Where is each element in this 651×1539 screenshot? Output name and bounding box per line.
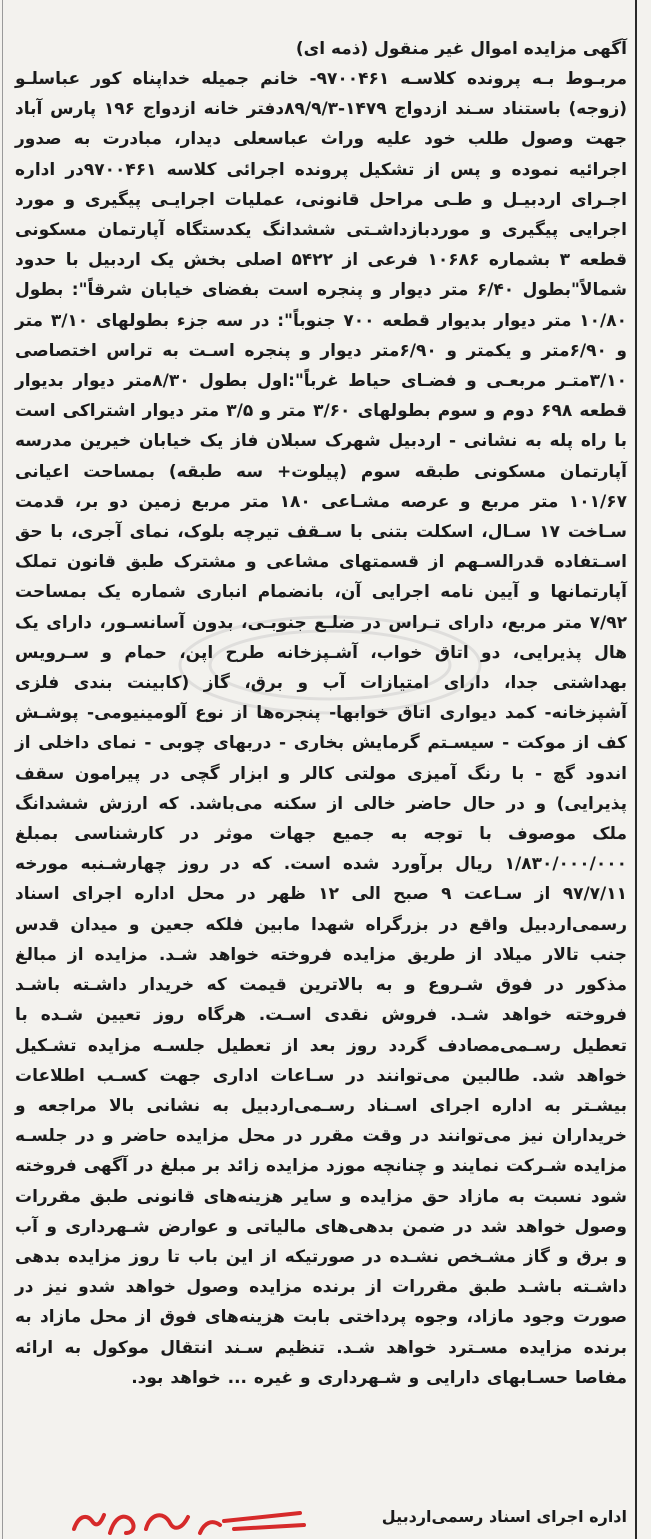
handwritten-ad-number-stamp <box>64 1499 314 1539</box>
column-rule <box>635 0 637 1539</box>
auction-notice <box>15 34 627 1393</box>
notice-body: مربـوط بـه پرونده کلاسـه ۹۷۰۰۴۶۱- خانم جمیله خداپناه کور عباسلـو (زوجه) باستناد سـند ازدواج ۱۴۷۹-۸۹/۹/۳دفتر خانه ازدواج ۱۹۶ پارس آباد جهت وصول طلب خود علیه وراث عباسعلی دیدار، مبادرت به صدور اجرائیه نموده و پس از تشکیل پرونده اجرائی کلاسه ۹۷۰۰۴۶۱در اداره اجـرای اردبیـل و طـی مراحل قانونی، عملیات اجرایـی پیگیری و مورد اجرایی پیگیری و موردبازداشـتی ششدانگ یکدستگاه آپارتمان مسکونی قطعه ۳ بشماره ۱۰۶۸۶ فرعی از ۵۴۲۲ اصلی بخش یک اردبیل با حدود شمالاً"بطول ۶/۴۰ متر دیوار و پنجره است بفضای خیابان شرقاً": بطول ۱۰/۸۰ متر دیوار بدیوار قطعه ۷۰۰ جنوباً": در سه جزء بطولهای ۳/۱۰ متر و ۶/۹۰متر و یکمتر و ۶/۹۰متر دیوار و پنجره اسـت به تراس اختصاصی ۳/۱۰متـر مربعـی و فضـای حیاط غرباً":اول بطول ۸/۳۰متر دیوار بدیوار قطعه ۶۹۸ دوم و سوم بطولهای ۳/۶۰ متر و ۳/۵ متر دیوار اشتراکی است با راه پله به نشانی - اردبیل شهرک سبلان فاز یک خیابان خیرین مدرسه آپارتمان مسکونی طبقه سوم (پیلوت+ سه طبقه) بمساحت اعیانی ۱۰۱/۶۷ متر مربع و عرصه مشـاعی ۱۸۰ متر مربع زمین دو بر، قدمت سـاخت ۱۷ سـال، اسکلت بتنی با سـقف تیرچه بلوک، نمای آجری، با حق اسـتفاده قدرالسـهم از قسمتهای مشاعی و مشترک طبق قانون تملک آپارتمانها و آیین نامه اجرایی آن، بانضمام انباری شماره یک بمساحت ۷/۹۲ متر مربع، دارای تـراس در ضلـع جنوبـی، بدون آسانسـور، دارای یک هال پذیرایی، دو اتاق خواب، آشـپزخانه طرح اپن، حمام و سـرویس بهداشتی جدا، دارای امتیازات آب و برق، گاز (کابینت بندی فلزی آشپزخانه- کمد دیواری اتاق خوابها- پنجره‌ها از نوع آلومینیومی- پوشـش کف از موکت - سیسـتم گرمایش بخاری - دربهای چوبی - نمای داخلی از اندود گچ - با رنگ آمیزی مولتی کالر و ابزار گچی در پیرامون سقف پذیرایی) و در حال حاضر خالی از سکنه می‌باشد. که ارزش ششدانگ ملک موصوف با توجه به جمیع جهات موثر در کارشناسی بمبلغ ۱/۸۳۰/۰۰۰/۰۰۰ ریال برآورد شده است. که در روز چهارشـنبه مورخه ۹۷/۷/۱۱ از سـاعت ۹ صبح الی ۱۲ ظهر در محل اداره اجرای اسناد رسمی‌اردبیل واقع در بزرگراه شهدا مابین فلکه جعین و میدان قدس جنب تالار میلاد از طریق مزایده فروخته خواهد شـد. مزایده از مبالغ مذکور در فوق شـروع و به بالاترین قیمت که خریدار داشـته باشـد فروخته خواهد شـد. فروش نقدی اسـت. هرگاه روز تعیین شـده با تعطیل رسـمی‌مصادف گردد روز بعد از تعطیل جلسـه مزایده تشـکیل خواهد شد. طالبین می‌توانند در سـاعات اداری جهت کسـب اطلاعات بیشـتر به اداره اجرای اسـناد رسـمی‌اردبیل به نشانی بالا مراجعه و خریداران نیز می‌توانند در وقت مقرر در محل مزایده حاضر و در جلسـه مزایده شـرکت نمایند و چنانچه موزد مزایده زائد بر مبلغ در آگهی فروخته شود نسبت به مازاد حق مزایده و سایر هزینه‌های قانونی طبق مقررات وصول خواهد شد در ضمن بدهی‌های مالیاتی و عوارض شـهرداری و آب و برق و گاز مشـخص نشـده در صورتیکه از این باب تا روز مزایده بدهی داشـته باشـد طبق مقررات از برنده مزایده وصول خواهد شدو نیز در صورت وجود مازاد، وجوه پرداختی بابت هزینه‌های فوق از محل مازاد به برنده مزایده مسـترد خواهد شـد. تنظیم سـند انتقال موکول به ارائه مفاصا حسـابهای دارایی و شـهرداری و غیره ... خواهد بود. <box>15 69 628 1388</box>
notice-title: آگهی مزایده اموال غیر منقول (ذمه ای) <box>295 39 627 59</box>
issuer-signature: اداره اجرای اسناد رسمی‌اردبیل <box>381 1507 627 1526</box>
left-edge-line <box>2 0 3 1539</box>
